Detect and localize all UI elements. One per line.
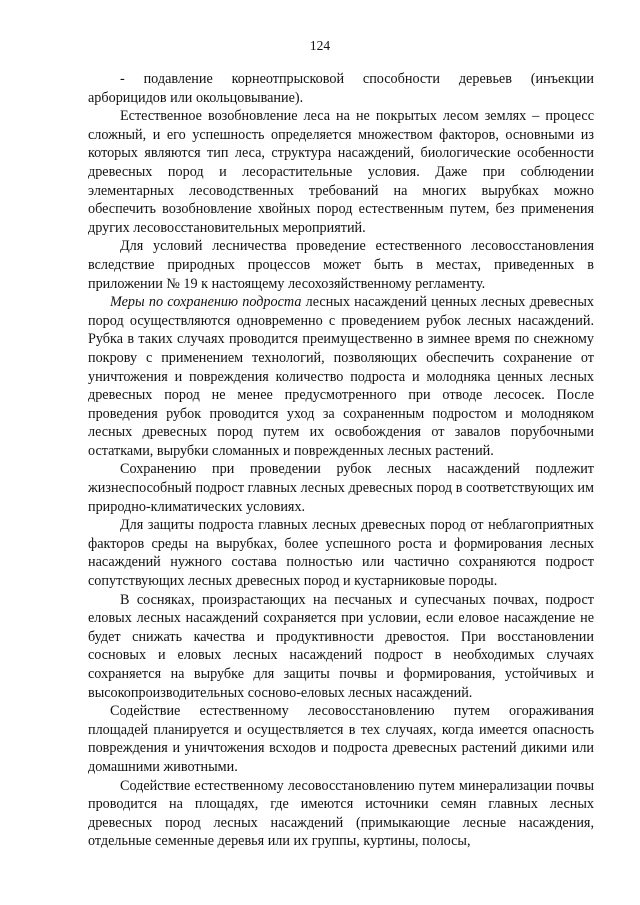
paragraph-text: Для условий лесничества проведение естественного лесовосстановления вследствие природных процессов может быть в местах, приведенных в приложении № 19 к настоящему лесохозяйственному регламенту. — [88, 238, 594, 292]
paragraph-soil-mineralization — [88, 777, 594, 851]
paragraph-arboricide-item — [88, 70, 594, 107]
paragraph-text: Содействие естественному лесовосстановлению путем минерализации почвы проводится на площадях, где имеются источники семян главных лесных древесных пород лесных насаждений (примыкающие лесные насаждения, отдельные семенные деревья или их группы, куртины, полосы, — [88, 777, 594, 850]
body-text — [88, 70, 594, 851]
paragraph-text: Содействие естественному лесовосстановлению путем огораживания площадей планируется и осуществляется в тех случаях, когда имеется опасность повреждения и уничтожения всходов и подроста древесных растений дикими или домашними животными. — [88, 703, 594, 775]
paragraph-text: В сосняках, произрастающих на песчаных и супесчаных почвах, подрост еловых лесных насаждений сохраняется при условии, если еловое насаждение не будет снижать качества и продуктивности древостоя. При восстановлении сосновых и еловых лесных насаждений подрост в необходимых случаях сохраняется на вырубке для защиты почвы и формирования, устойчивых и высокопроизводительных сосново-еловых лесных насаждений. — [88, 591, 594, 701]
paragraph-fencing — [88, 702, 594, 776]
page-number: 124 — [309, 38, 331, 53]
paragraph-preservation — [88, 460, 594, 516]
paragraph-text: Для защиты подроста главных лесных древесных пород от неблагоприятных факторов среды на вырубках, более успешного роста и формирования лесных насаждений нужного состава полностью или частично сохраняются подрост сопутствующих лесных древесных пород и кустарниковые породы. — [88, 517, 594, 590]
paragraph-forestry-conditions — [88, 237, 594, 293]
paragraph-natural-regeneration — [88, 107, 594, 237]
paragraph-lead-italic: Меры по сохранению подроста — [110, 294, 302, 311]
paragraph-undergrowth-measures — [88, 293, 594, 460]
paragraph-text: Естественное возобновление леса на не покрытых лесом землях – процесс сложный, и его успешность определяется множеством факторов, основными из которых являются тип леса, структура насаждений, биологические особенности древесных пород и лесорастительные условия. Даже при соблюдении элементарных лесоводственных требований на многих вырубках можно обеспечить возобновление хвойных пород естественным путем, без применения других лесовосстановительных мероприятий. — [88, 108, 594, 236]
paragraph-text: Сохранению при проведении рубок лесных насаждений подлежит жизнеспособный подрост главных лесных древесных пород в соответствующих им природно-климатических условиях. — [88, 461, 594, 515]
paragraph-text: лесных насаждений ценных лесных древесных пород осуществляются одновременно с проведением рубок лесных насаждений. Рубка в таких случаях проводится преимущественно в зимнее время по снежному покрову с применением технологий, позволяющих обеспечить сохранение от уничтожения и повреждения количество подроста и молодняка ценных лесных древесных пород не менее предусмотренного при отводе лесосек. После проведения рубок проводится уход за сохраненным подростом и молодняком лесных древесных пород путем их освобождения от завалов порубочными остатками, вырубки сломанных и поврежденных лесных растений. — [88, 294, 595, 459]
paragraph-pine-forests — [88, 591, 594, 703]
paragraph-protection — [88, 516, 594, 590]
paragraph-text: - подавление корнеотпрысковой способности деревьев (инъекции арборицидов или окольцовывание). — [88, 71, 594, 106]
